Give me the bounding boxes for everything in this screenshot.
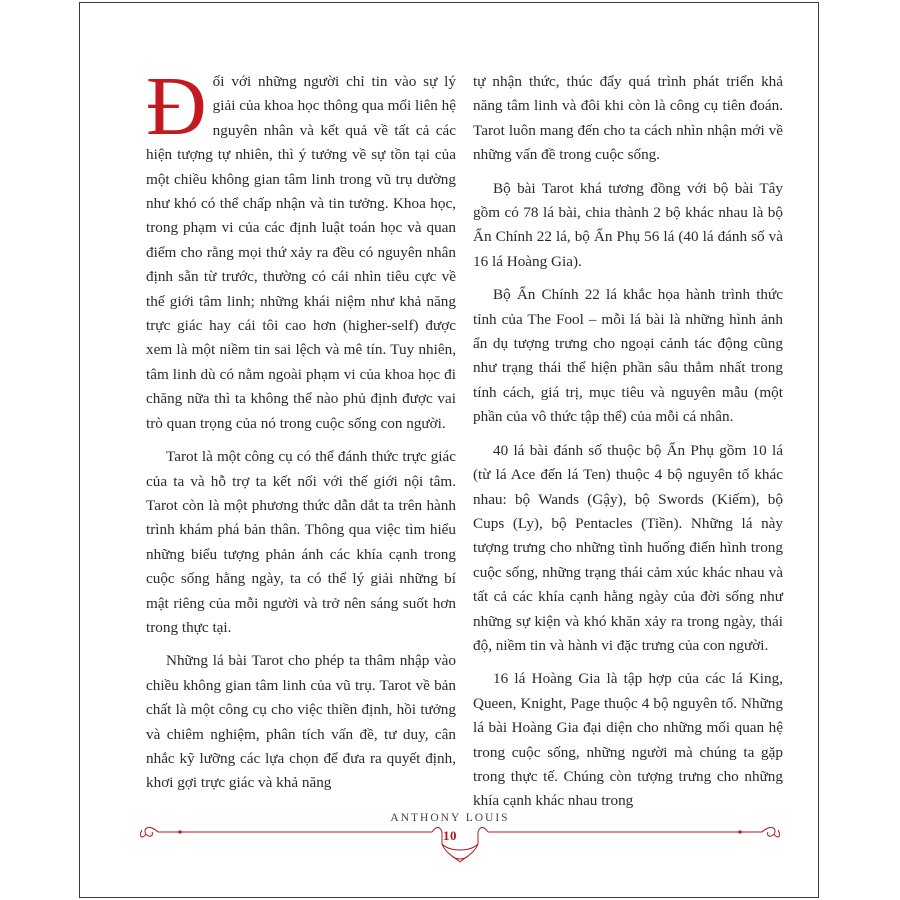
left-column <box>146 60 456 805</box>
paragraph-minor-arcana: 40 lá bài đánh số thuộc bộ Ẩn Phụ gồm 10 lá (từ lá Ace đến lá Ten) thuộc 4 bộ nguyên tố khác nhau: bộ Wands (Gậy), bộ Swords (Kiếm), bộ Cups (Ly), bộ Pentacles (Tiền). Những lá này tượng trưng cho những tình huống điển hình trong cuộc sống, những trạng thái cảm xúc khác nhau và tất cả các khía cạnh hằng ngày của đời sống như những sự kiện và khó khăn xảy ra trong ngày, thái độ, niềm tin và hành vi đặc trưng của con người. <box>473 441 783 654</box>
drop-cap: Đ <box>146 60 207 153</box>
paragraph-tarot-tool: Tarot là một công cụ có thể đánh thức trực giác của ta và hỗ trợ ta kết nối với thế giới nội tâm. Tarot còn là một phương thức dẫn dắt ta trên hành trình khám phá bản thân. Thông qua việc tìm hiểu những biểu tượng phản ánh các khía cạnh trong cuộc sống hằng ngày, ta có thể lý giải những bí mật riêng của mỗi người và trở nên sáng suốt hơn trong thực tại. <box>146 448 456 636</box>
running-footer-author: ANTHONY LOUIS <box>390 812 510 824</box>
right-column <box>473 70 783 823</box>
paragraph-major-arcana: Bộ Ẩn Chính 22 lá khắc họa hành trình thức tỉnh của The Fool – mỗi lá bài là những hình ảnh ẩn dụ tượng trưng cho ngoại cảnh tác động cũng như trạng thái thể hiện phần sâu thẳm nhất trong tính cách, giá trị, mục tiêu và nguyên mẫu (một phần của vô thức tập thể) của mỗi cá nhân. <box>473 286 783 426</box>
paragraph-intro <box>146 60 456 436</box>
paragraph-intro-text: ối với những người chỉ tin vào sự lý giải của khoa học thông qua mối liên hệ nguyên nhân và kết quả về tất cả các hiện tượng tự nhiên, thì ý tưởng về sự tồn tại của một chiều không gian tâm linh trong vũ trụ dường như khó có thể chấp nhận và tin tưởng. Khoa học, trong phạm vi của các định luật toán học và quan điểm cho rằng mọi thứ xảy ra đều có nguyên nhân định sẵn từ trước, thường có cái nhìn tiêu cực về thế giới tâm linh; những khái niệm như khả năng trực giác hay cái tôi cao hơn (higher-self) được xem là một niềm tin sai lệch và mê tín. Tuy nhiên, tâm linh dù có nằm ngoài phạm vi của khoa học đi chăng nữa thì ta không thể nào phủ định được vai trò quan trọng của nó trong cuộc sống con người. <box>146 73 456 432</box>
page-number: 10 <box>443 828 457 843</box>
paragraph-continued: tự nhận thức, thúc đẩy quá trình phát triển khả năng tâm linh và đôi khi còn là công cụ tiên đoán. Tarot luôn mang đến cho ta cách nhìn nhận mới về những vấn đề trong cuộc sống. <box>473 73 783 164</box>
ornament-center-curl <box>452 856 468 859</box>
paragraph-deck-structure: Bộ bài Tarot khá tương đồng với bộ bài Tây gồm có 78 lá bài, chia thành 2 bộ khác nhau là bộ Ẩn Chính 22 lá, bộ Ẩn Phụ 56 lá (40 lá đánh số và 16 lá Hoàng Gia). <box>473 179 783 270</box>
paragraph-tarot-cards: Những lá bài Tarot cho phép ta thâm nhập vào chiều không gian tâm linh của vũ trụ. Tarot về bản chất là một công cụ cho việc thiền định, hồi tưởng và chiêm nghiệm, phân tích vấn đề, tư duy, cân nhắc kỹ lưỡng các lựa chọn để đưa ra quyết định, khơi gợi trực giác và khả năng <box>146 652 456 792</box>
paragraph-court-cards: 16 lá Hoàng Gia là tập hợp của các lá King, Queen, Knight, Page thuộc 4 bộ nguyên tố. Những lá bài Hoàng Gia đại diện cho những mối quan hệ trong cuộc sống, những người mà chúng ta gặp trong thực tế. Chúng còn tượng trưng cho những khía cạnh khác nhau trong <box>473 670 783 810</box>
